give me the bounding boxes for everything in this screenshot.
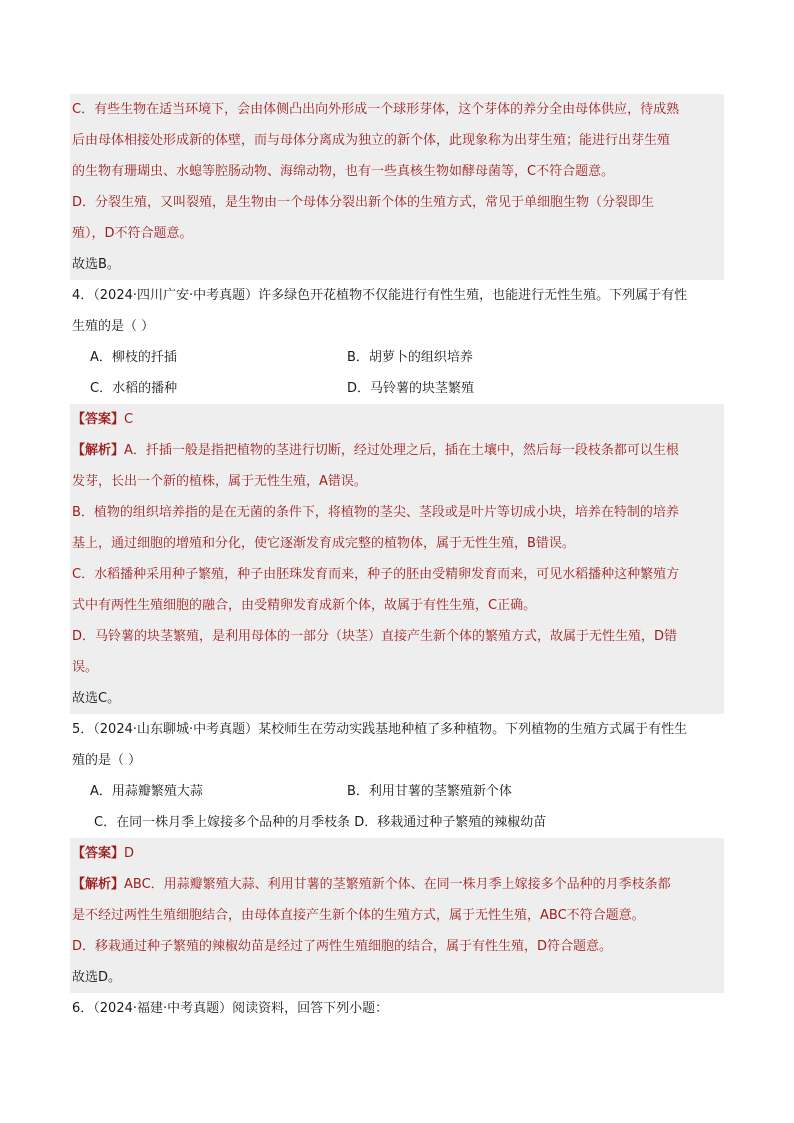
option-b: B．胡萝卜的组织培养 [347,350,473,365]
explanation-line: C．有些生物在适当环境下，会由体侧凸出向外形成一个球形芽体，这个芽体的养分全由母体供应，待成熟 [72,102,680,117]
analysis-tag: 【解析】 [72,443,125,458]
answer-block-q4 [70,404,724,714]
answer-line [70,404,724,435]
option-a: A．用蒜瓣繁殖大蒜 [90,784,203,799]
option-c: C．水稻的播种 [90,381,178,396]
answer-block-q5 [70,838,724,993]
analysis-line: 基上，通过细胞的增殖和分化，使它逐渐发育成完整的植物体，属于无性生殖，B错误。 [72,536,575,551]
explanation-line: 的生物有珊瑚虫、水螅等腔肠动物、海绵动物，也有一些真核生物如酵母菌等，C不符合题意。 [72,164,615,179]
answer-explanation-block-prev [70,94,724,280]
question-4 [70,280,724,404]
analysis-line: 发芽，长出一个新的植株，属于无性生殖，A错误。 [72,474,367,489]
analysis-line [70,435,724,466]
explanation-line: 后由母体相接处形成新的体壁，而与母体分离成为独立的新个体，此现象称为出芽生殖；能进行出芽生殖 [72,133,671,148]
question-stem-line: 4．（2024·四川广安·中考真题）许多绿色开花植物不仅能进行有性生殖，也能进行无性生殖。下列属于有性 [72,288,688,303]
analysis-line: D．马铃薯的块茎繁殖，是利用母体的一部分（块茎）直接产生新个体的繁殖方式，故属于无性生殖，D错 [72,629,678,644]
analysis-line: C．水稻播种采用种子繁殖，种子由胚珠发育而来，种子的胚由受精卵发育而来，可见水稻播种这种繁殖方 [72,567,680,582]
options-row [70,373,724,404]
analysis-line [70,869,724,900]
question-5 [70,714,724,838]
answer-value: C [124,412,134,427]
conclusion-line: 故选D。 [72,970,122,985]
answer-tag: 【答案】 [72,412,125,427]
explanation-line: D．分裂生殖，又叫裂殖，是生物由一个母体分裂出新个体的生殖方式，常见于单细胞生物（分裂即生 [72,195,655,210]
answer-value: D [124,846,135,861]
option-d: D．马铃薯的块茎繁殖 [347,381,475,396]
options-row [70,776,724,807]
option-a: A．柳枝的扦插 [90,350,177,365]
option-b: B．利用甘薯的茎繁殖新个体 [347,784,512,799]
analysis-line: 误。 [72,660,99,675]
page [70,94,724,1024]
options-row [70,342,724,373]
analysis-text: ABC．用蒜瓣繁殖大蒜、利用甘薯的茎繁殖新个体、在同一株月季上嫁接多个品种的月季枝条都 [124,877,671,892]
explanation-line: 殖），D不符合题意。 [72,226,193,241]
analysis-line: 式中有两性生殖细胞的融合，由受精卵发育成新个体，故属于有性生殖，C正确。 [72,598,537,613]
question-stem-line: 殖的是（ ） [72,753,142,768]
question-stem-line: 生殖的是（ ） [72,319,155,334]
answer-tag: 【答案】 [72,846,125,861]
question-stem-line: 6．（2024·福建·中考真题）阅读资料，回答下列小题： [72,1001,389,1016]
analysis-line: D．移栽通过种子繁殖的辣椒幼苗是经过了两性生殖细胞的结合，属于有性生殖，D符合题意。 [72,939,613,954]
analysis-line: 是不经过两性生殖细胞结合，由母体直接产生新个体的生殖方式，属于无性生殖，ABC不符合题意。 [72,908,645,923]
conclusion-line: 故选C。 [72,691,121,706]
question-stem-line: 5．（2024·山东聊城·中考真题）某校师生在劳动实践基地种植了多种植物。下列植物的生殖方式属于有性生 [72,722,688,737]
analysis-tag: 【解析】 [72,877,125,892]
conclusion-line: 故选B。 [72,257,120,272]
analysis-text: A．扦插一般是指把植物的茎进行切断，经过处理之后，插在土壤中，然后每一段枝条都可以生根 [124,443,679,458]
options-row-cd: C．在同一株月季上嫁接多个品种的月季枝条 D．移栽通过种子繁殖的辣椒幼苗 [94,815,547,830]
analysis-line: B．植物的组织培养指的是在无菌的条件下，将植物的茎尖、茎段或是叶片等切成小块，培养在特制的培养 [72,505,679,520]
answer-line [70,838,724,869]
question-6 [70,993,724,1024]
